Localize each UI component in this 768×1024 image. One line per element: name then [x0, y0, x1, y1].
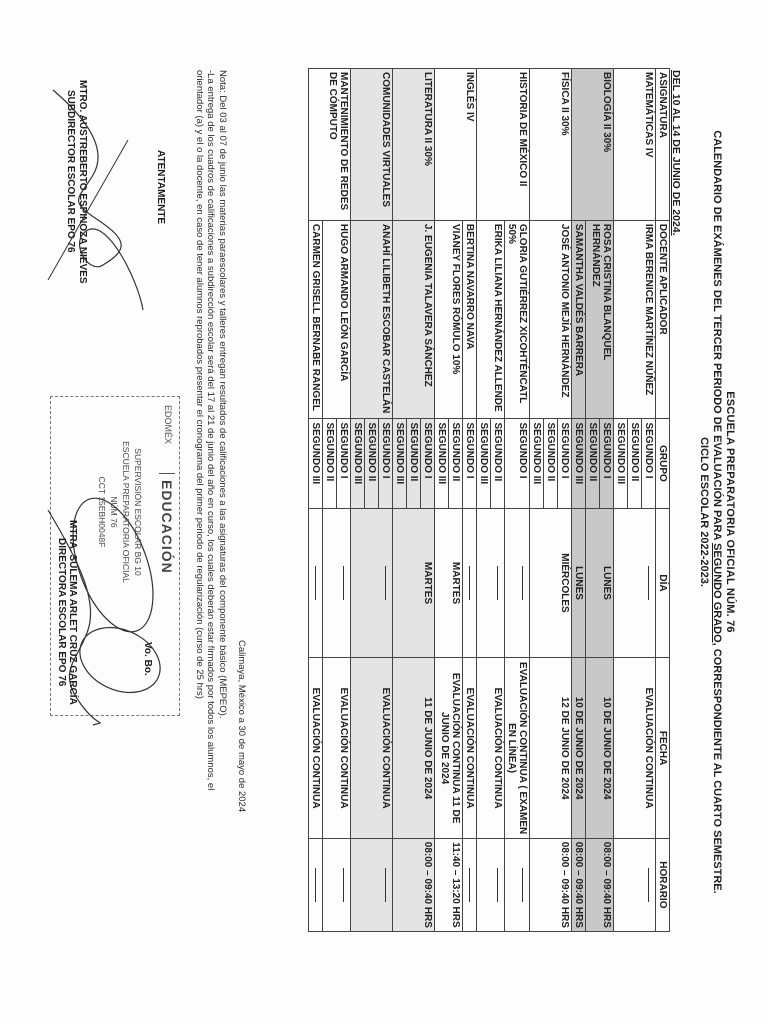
cell-grupo: SEGUNDO I [421, 419, 435, 508]
cell-fecha: 11 DE JUNIO DE 2024 [393, 658, 435, 838]
cell-docente: VIANEY FLORES RÓMULO 10% [435, 220, 463, 419]
cell-grupo: SEGUNDO I [379, 419, 393, 508]
exam-schedule-table [308, 68, 670, 932]
blank-line [497, 566, 498, 600]
cell-grupo: SEGUNDO III [614, 419, 628, 508]
cell-dia [309, 508, 323, 658]
cell-horario [614, 838, 656, 931]
exam-period: DEL 10 AL 14 DE JUNIO DE 2024. [670, 70, 682, 236]
director-role: DIRECTORA ESCOLAR EPO 76 [56, 538, 67, 687]
cell-grupo: SEGUNDO I [337, 419, 351, 508]
closing-text: ATENTAMENTE [155, 150, 166, 225]
cell-grupo: SEGUNDO III [530, 419, 544, 508]
cell-docente: IRMA BERENICE MARTÍNEZ NÚÑEZ [614, 220, 656, 419]
stamp-line: SUPERVISIÓN ESCOLAR BG 10 [133, 448, 143, 576]
cell-grupo: SEGUNDO II [323, 419, 337, 508]
cell-dia [505, 508, 530, 658]
cell-fecha: EVALUACIÓN CONTINUA [351, 658, 393, 838]
cell-dia [477, 508, 505, 658]
cell-grupo: SEGUNDO I [558, 419, 572, 508]
cell-dia [323, 508, 351, 658]
blank-line [648, 566, 649, 600]
cell-fecha: EVALUACIÓN CONTINUA [463, 658, 477, 838]
cell-horario: 08:00 – 09:40 HRS [393, 838, 435, 931]
cell-docente: ERIKA LILIANA HERNÁNDEZ ALLENDE [477, 220, 505, 419]
subdirector-role: SUBDIRECTOR ESCOLAR EPO 76 [65, 90, 76, 253]
column-header-docente: DOCENTE APLICADOR [656, 220, 670, 419]
cell-grupo: SEGUNDO III [309, 419, 323, 508]
cell-fecha: 10 DE JUNIO DE 2024 [586, 658, 614, 838]
cell-dia: MIÉRCOLES [530, 508, 572, 658]
blank-line [648, 868, 649, 902]
notes [194, 70, 229, 970]
cell-asignatura: MATEMÁTICAS IV [614, 69, 656, 221]
school-name: ESCUELA PREPARATORIA OFICIAL NÚM. 76 [724, 391, 736, 633]
table-row [463, 69, 477, 932]
cell-dia [351, 508, 393, 658]
director-signature-block [56, 520, 78, 705]
cell-asignatura: COMUNIDADES VIRTUALES [351, 69, 393, 221]
cell-grupo: SEGUNDO II [586, 419, 600, 508]
cell-grupo: SEGUNDO I [463, 419, 477, 508]
cell-dia [463, 508, 477, 658]
cell-grupo: SEGUNDO I [600, 419, 614, 508]
signature-scribble-icon [38, 80, 148, 320]
cell-grupo: SEGUNDO III [477, 419, 491, 508]
note-line: orientador (a) y el o la docente, en caso de tener alumnos reprobados presentar el cronograma del primer periodo de regularización (curso de 25 hrs) [194, 70, 205, 699]
column-header-asignatura: ASIGNATURA [656, 69, 670, 221]
cell-fecha: EVALUACIÓN CONTINUA [614, 658, 656, 838]
cell-horario: 08:00 – 09:40 HRS [530, 838, 572, 931]
blank-line [522, 566, 523, 600]
blank-line [385, 868, 386, 902]
cell-grupo: SEGUNDO II [449, 419, 463, 508]
note-line: Nota: Del 03 al 07 de junio las materias paraescolares y talleres entregan resultados de calificaciones a las asignaturas del componente básico (MEPEO). [217, 70, 228, 719]
cell-horario [309, 838, 323, 931]
blank-line [343, 566, 344, 600]
cell-dia: MARTES [393, 508, 435, 658]
cell-asignatura: FÍSICA II 30% [530, 69, 572, 221]
cell-grupo: SEGUNDO I [505, 419, 530, 508]
school-cycle: CICLO ESCOLAR 2022-2023. [698, 437, 710, 587]
table-row [379, 69, 393, 932]
table-row [558, 69, 572, 932]
education-brand: EDUCACIÓN [159, 473, 175, 574]
document-title [711, 0, 723, 1024]
cell-fecha: EVALUACIÓN CONTINUA [309, 658, 323, 838]
column-header-dia: DÍA [656, 508, 670, 658]
cell-grupo: SEGUNDO II [365, 419, 379, 508]
cell-fecha: EVALUACIÓN CONTINUA [323, 658, 351, 838]
table-body [309, 69, 656, 932]
blank-line [522, 868, 523, 902]
cell-horario [477, 838, 505, 931]
table-header-row [656, 69, 670, 932]
cell-dia: LUNES [572, 508, 586, 658]
cell-grupo: SEGUNDO I [642, 419, 656, 508]
cell-horario: 11:40 – 13:20 HRS [435, 838, 463, 931]
column-header-horario: HORARIO [656, 838, 670, 931]
cell-dia: LUNES [586, 508, 614, 658]
cell-grupo: SEGUNDO II [407, 419, 421, 508]
cell-fecha: EVALUACIÓN CONTINUA [477, 658, 505, 838]
stamp-line: ESCUELA PREPARATORIA OFICIAL [121, 441, 131, 583]
stamp-line: CCT 15EBH0048F [97, 476, 107, 548]
cell-grupo: SEGUNDO III [351, 419, 365, 508]
blank-line [469, 566, 470, 600]
cell-docente: SAMANTHA VALDÉS BARRERA [572, 220, 586, 419]
cell-grupo: SEGUNDO II [491, 419, 505, 508]
cell-asignatura: BIOLOGÍA II 30% [572, 69, 614, 221]
cell-docente: J. EUGENIA TALAVERA SÁNCHEZ [393, 220, 435, 419]
cell-horario: 08:00 – 09:40 HRS [586, 838, 614, 931]
cell-horario: 08:00 – 09:40 HRS [572, 838, 586, 931]
column-header-fecha: FECHA [656, 658, 670, 838]
table-row [642, 69, 656, 932]
cell-docente: JOSÉ ANTONIO MEJÍA HERNÁNDEZ [530, 220, 572, 419]
cell-horario [323, 838, 351, 931]
cell-grupo: SEGUNDO III [572, 419, 586, 508]
cell-grupo: SEGUNDO III [393, 419, 407, 508]
cell-docente: BERTINA NAVARRO NAVA [463, 220, 477, 419]
cell-docente: CARMEN GRISELL BERNABE RANGEL [309, 220, 323, 419]
table-row [600, 69, 614, 932]
blank-line [315, 868, 316, 902]
title-prefix: CALENDARIO DE EXÁMENES DEL TERCER PERIODO DE EVALUACIÓN PARA [711, 130, 723, 544]
blank-line [315, 566, 316, 600]
cell-asignatura: MANTENIMIENTO DE REDES DE CÓMPUTO [309, 69, 351, 221]
cell-fecha: EVALUACIÓN CONTINUA ( EXAMEN EN LÍNEA) [505, 658, 530, 838]
cell-grupo: SEGUNDO II [544, 419, 558, 508]
cell-dia [614, 508, 656, 658]
cell-grupo: SEGUNDO III [435, 419, 449, 508]
note-line: -La entrega de los cuadros de calificaciones a subdirección escolar será del 17 al 21 de junio del año en curso, los cuales deberán estar firmados por todos los alumnos, el [205, 70, 217, 791]
blank-line [469, 868, 470, 902]
cell-docente: GLORIA GUTIÉRREZ XICOHTÉNCATL 50% [505, 220, 530, 419]
blank-line [497, 868, 498, 902]
table-row [421, 69, 435, 932]
cell-fecha: 10 DE JUNIO DE 2024 [572, 658, 586, 838]
cell-horario [351, 838, 393, 931]
cell-grupo: SEGUNDO II [628, 419, 642, 508]
stamp-line: NÚM 76 [109, 496, 119, 528]
cell-docente: ROSA CRISTINA BLANQUEL HERNÁNDEZ [586, 220, 614, 419]
cell-asignatura: LITERATURA II 30% [393, 69, 435, 221]
cell-fecha: 12 DE JUNIO DE 2024 [530, 658, 572, 838]
state-logo: EDOMÉX [163, 405, 173, 445]
cell-dia: MARTES [435, 508, 463, 658]
cell-asignatura: INGLÉS IV [435, 69, 477, 221]
table-row [337, 69, 351, 932]
subdirector-name: MTRO. AUSTREBERTO ESPINOZA NIEVES [77, 80, 88, 284]
cell-horario [463, 838, 477, 931]
cell-fecha: EVALUACIÓN CONTINUA 11 DE JUNIO DE 2024 [435, 658, 463, 838]
blank-line [343, 868, 344, 902]
title-suffix: CORRESPONDIENTE AL CUARTO SEMESTRE. [711, 645, 723, 894]
vobo-label: Vo. Bo. [142, 642, 153, 676]
cell-docente: ANAHÍ LILIBETH ESCOBAR CASTELÁN [351, 220, 393, 419]
column-header-grupo: GRUPO [656, 419, 670, 508]
cell-horario [505, 838, 530, 931]
place-and-date: Calimaya, México a 30 de mayo de 2024 [236, 640, 247, 813]
cell-asignatura: HISTORIA DE MÉXICO II [477, 69, 530, 221]
table-row [505, 69, 530, 932]
director-name: MTRA. SULEMA ARLET CRUZ GARCÍA [67, 520, 78, 705]
cell-docente: HUGO ARMANDO LEÓN GARCÍA [323, 220, 351, 419]
blank-line [385, 566, 386, 600]
title-grade: SEGUNDO GRADO, [711, 543, 723, 646]
